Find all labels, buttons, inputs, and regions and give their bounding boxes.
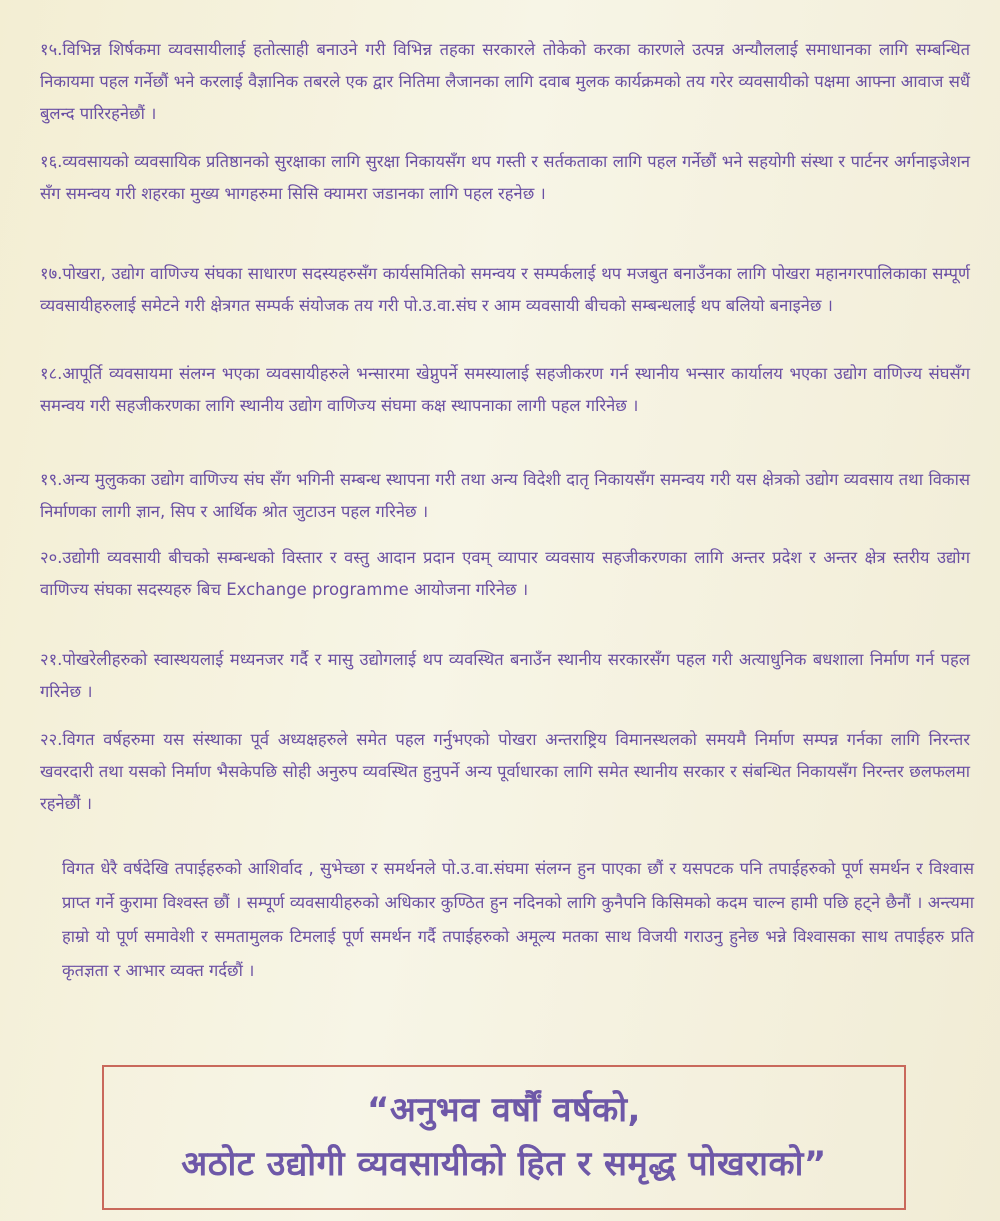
item-number: १७. — [40, 264, 63, 283]
list-item-15 — [40, 34, 970, 130]
item-text: व्यवसायको व्यवसायिक प्रतिष्ठानको सुरक्षाका लागि सुरक्षा निकायसँग थप गस्ती र सर्तकताका लागि पहल गर्नेछौं भने सहयोगी संस्था र पार्टनर अर्गनाइजेशन सँग समन्वय गरी शहरका मुख्य भागहरुमा सिसि क्यामरा जडानका लागि पहल रहनेछ । — [40, 152, 970, 203]
item-number: २०. — [40, 548, 63, 567]
item-text: पोखरेलीहरुको स्वास्थयलाई मध्यनजर गर्दै र मासु उद्योगलाई थप व्यवस्थित बनाउँन स्थानीय सरकारसँग पहल गरी अत्याधुनिक बधशाला निर्माण गर्न पहल गरिनेछ । — [40, 650, 970, 701]
list-item-19 — [40, 464, 970, 528]
item-text: विभिन्न शिर्षकमा व्यवसायीलाई हतोत्साही बनाउने गरी विभिन्न तहका सरकारले तोकेको करका कारणले उत्पन्न अन्यौललाई समाधानका लागि सम्बन्धित निकायमा पहल गर्नेछौं भने करलाई वैज्ञानिक तबरले एक द्वार नितिमा लैजानका लागि दवाब मुलक कार्यक्रमको तय गरेर व्यवसायीको पक्षमा आफ्ना आवाज सधैं बुलन्द पारिरहनेछौं । — [40, 40, 970, 123]
item-text: पोखरा, उद्योग वाणिज्य संघका साधारण सदस्यहरुसँग कार्यसमितिको समन्वय र सम्पर्कलाई थप मजबुत बनाउँनका लागि पोखरा महानगरपालिकाका सम्पूर्ण व्यवसायीहरुलाई समेटने गरी क्षेत्रगत सम्पर्क संयोजक तय गरी पो.उ.वा.संघ र आम व्यवसायी बीचको सम्बन्धलाई थप बलियो बनाइनेछ । — [40, 264, 970, 315]
item-number: १६. — [40, 152, 63, 171]
item-text: अन्य मुलुकका उद्योग वाणिज्य संघ सँग भगिनी सम्बन्ध स्थापना गरी तथा अन्य विदेशी दातृ निकायसँग समन्वय गरी यस क्षेत्रको उद्योग व्यवसाय तथा विकास निर्माणका लागी ज्ञान, सिप र आर्थिक श्रोत जुटाउन पहल गरिनेछ । — [40, 470, 970, 521]
item-number: २१. — [40, 650, 63, 669]
item-text: विगत वर्षहरुमा यस संस्थाका पूर्व अध्यक्षहरुले समेत पहल गर्नुभएको पोखरा अन्तराष्ट्रिय विमानस्थलको समयमै निर्माण सम्पन्न गर्नका लागि निरन्तर खवरदारी तथा यसको निर्माण भैसकेपछि सोही अनुरुप व्यवस्थित हुनुपर्ने अन्य पूर्वाधारका लागि समेत स्थानीय सरकार र संबन्धित निकायसँग निरन्तर छलफलमा रहनेछौं । — [40, 730, 970, 813]
list-item-17 — [40, 258, 970, 322]
list-item-22 — [40, 724, 970, 820]
list-item-21 — [40, 644, 970, 708]
closing-paragraph: विगत धेरै वर्षदेखि तपाईहरुको आशिर्वाद , सुभेच्छा र समर्थनले पो.उ.वा.संघमा संलग्न हुन पाएका छौं र यसपटक पनि तपाईहरुको पूर्ण समर्थन र विश्वास प्राप्त गर्ने कुरामा विश्वस्त छौं । सम्पूर्ण व्यवसायीहरुको अधिकार कुण्ठित हुन नदिनको लागि कुनैपनि किसिमको कदम चाल्न हामी पछि हट्ने छैनौं । अन्त्यमा हाम्रो यो पूर्ण समावेशी र समतामुलक टिमलाई पूर्ण समर्थन गर्दै तपाईहरुको अमूल्य मतका साथ विजयी गराउनु हुनेछ भन्ने विश्वासका साथ तपाईहरु प्रति कृतज्ञता र आभार व्यक्त गर्दछौं । — [62, 859, 974, 980]
list-item-20 — [40, 542, 970, 606]
list-item-16 — [40, 146, 970, 210]
item-text: उद्योगी व्यवसायी बीचको सम्बन्धको विस्तार र वस्तु आदान प्रदान एवम् व्यापार व्यवसाय सहजीकरणका लागि अन्तर प्रदेश र अन्तर क्षेत्र स्तरीय उद्योग वाणिज्य संघका सदस्यहरु बिच Exchange programme आयोजना गरिनेछ । — [40, 548, 970, 599]
item-text: आपूर्ति व्यवसायमा संलग्न भएका व्यवसायीहरुले भन्सारमा खेप्नुपर्ने समस्यालाई सहजीकरण गर्न स्थानीय भन्सार कार्यालय भएका उद्योग वाणिज्य संघसँग समन्वय गरी सहजीकरणका लागि स्थानीय उद्योग वाणिज्य संघमा कक्ष स्थापनाका लागी पहल गरिनेछ । — [40, 364, 970, 415]
list-item-18 — [40, 358, 970, 422]
slogan-line-1: “अनुभव वर्षौं वर्षको, — [367, 1090, 641, 1130]
item-number: २२. — [40, 730, 63, 749]
item-number: १९. — [40, 470, 63, 489]
item-number: १५. — [40, 40, 63, 59]
item-number: १८. — [40, 364, 63, 383]
slogan-box — [102, 1065, 906, 1210]
slogan-line-2: अठोट उद्योगी व्यवसायीको हित र समृद्ध पोखराको” — [181, 1144, 827, 1184]
